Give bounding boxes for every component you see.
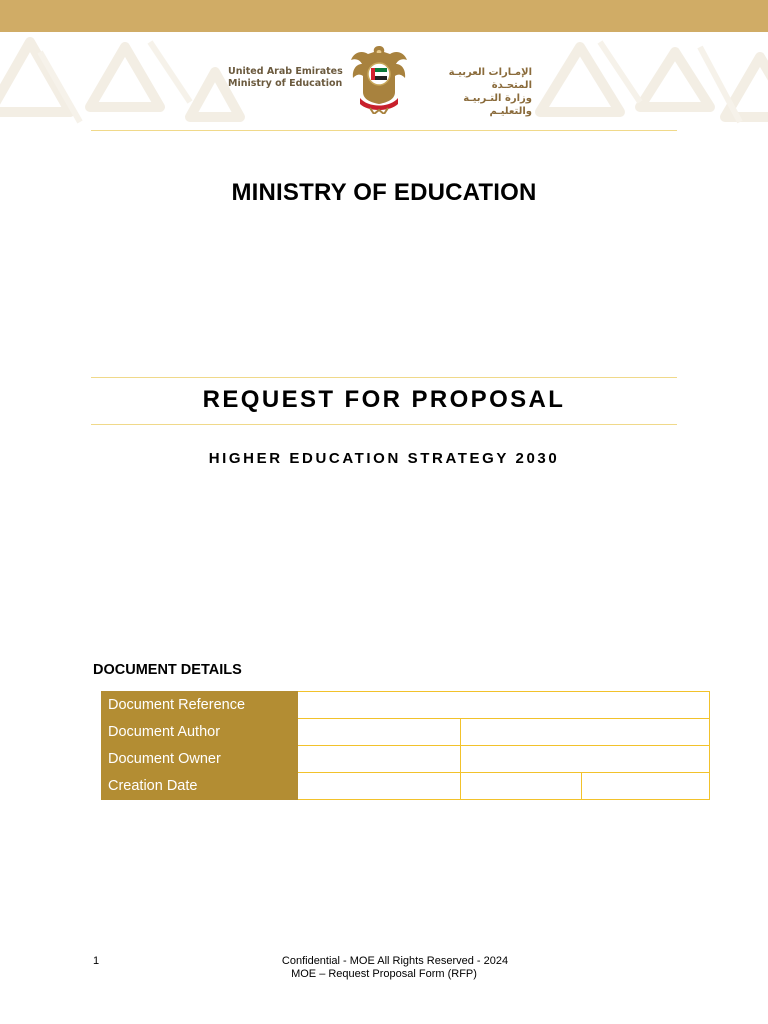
creation-date-extra-1 bbox=[461, 773, 582, 800]
footer-confidential: Confidential - MOE All Rights Reserved - 2024 bbox=[281, 955, 509, 967]
top-header-bar bbox=[0, 0, 768, 32]
table-row bbox=[102, 692, 710, 719]
document-reference-value bbox=[298, 692, 710, 719]
ar-country-line: الإمـارات العربيـة المتحـدة bbox=[448, 67, 532, 91]
uae-emblem-icon bbox=[348, 42, 410, 114]
document-author-extra bbox=[461, 719, 710, 746]
rfp-top-divider bbox=[91, 377, 677, 378]
document-details-heading: DOCUMENT DETAILS bbox=[93, 662, 242, 678]
en-country-line: United Arab Emirates bbox=[228, 66, 343, 77]
footer-form-title: MOE – Request Proposal Form (RFP) bbox=[291, 968, 477, 980]
creation-date-extra-2 bbox=[582, 773, 710, 800]
en-ministry-name bbox=[228, 66, 343, 90]
document-reference-label: Document Reference bbox=[102, 692, 298, 719]
rfp-subtitle: HIGHER EDUCATION STRATEGY 2030 bbox=[208, 450, 560, 467]
page-number: 1 bbox=[93, 955, 100, 967]
table-row bbox=[102, 719, 710, 746]
ministry-title: MINISTRY OF EDUCATION bbox=[231, 179, 537, 206]
ar-ministry-line: وزارة التـربيـة والتعليـم bbox=[463, 93, 532, 117]
document-details-table bbox=[101, 691, 710, 800]
en-ministry-line: Ministry of Education bbox=[228, 78, 343, 89]
document-owner-value bbox=[298, 746, 461, 773]
creation-date-label: Creation Date bbox=[102, 773, 298, 800]
creation-date-value bbox=[298, 773, 461, 800]
table-row bbox=[102, 746, 710, 773]
document-owner-extra bbox=[461, 746, 710, 773]
rfp-title: REQUEST FOR PROPOSAL bbox=[202, 386, 566, 413]
ar-ministry-name bbox=[420, 66, 532, 118]
rfp-bottom-divider bbox=[91, 424, 677, 425]
document-author-label: Document Author bbox=[102, 719, 298, 746]
document-owner-label: Document Owner bbox=[102, 746, 298, 773]
document-author-value bbox=[298, 719, 461, 746]
header-divider bbox=[91, 130, 677, 131]
table-row bbox=[102, 773, 710, 800]
